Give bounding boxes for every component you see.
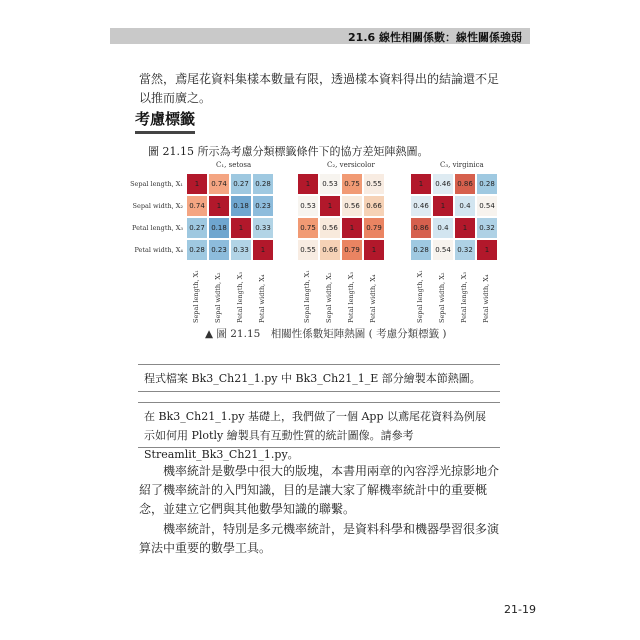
page-number: 21-19 <box>504 603 536 616</box>
heatmap-title: C₂, versicolor <box>327 161 375 169</box>
heatmap-title: C₃, virginica <box>440 161 484 169</box>
heatmap-cell: 1 <box>410 173 432 195</box>
heatmap-cell: 0.46 <box>410 195 432 217</box>
heatmap-cell: 1 <box>432 195 454 217</box>
heatmap-cell: 0.53 <box>319 173 341 195</box>
heatmap-title: C₁, setosa <box>216 161 252 169</box>
heatmap-cell: 0.33 <box>252 217 274 239</box>
column-label: Petal width, X₄ <box>369 274 377 323</box>
column-label: Petal width, X₄ <box>482 274 490 323</box>
heatmap-cell: 0.66 <box>319 239 341 261</box>
heatmap-cell: 0.46 <box>432 173 454 195</box>
heatmap-cell: 0.66 <box>363 195 385 217</box>
heatmap-cell: 0.28 <box>252 173 274 195</box>
heatmap-cell: 0.23 <box>252 195 274 217</box>
heatmap-cell: 0.53 <box>297 195 319 217</box>
column-label: Sepal width, X₂ <box>438 272 446 323</box>
column-label: Sepal length, X₁ <box>416 270 424 323</box>
heatmap-cell: 0.33 <box>230 239 252 261</box>
heatmap-cell: 0.28 <box>410 239 432 261</box>
column-label: Petal length, X₃ <box>460 272 468 323</box>
column-label: Sepal width, X₂ <box>214 272 222 323</box>
heatmap-cell: 0.27 <box>186 217 208 239</box>
paragraph-summary: 機率統計是數學中很大的版塊，本書用兩章的內容浮光掠影地介紹了機率統計的入門知識，目的是讓大家了解機率統計中的重要概念，並建立它們與其他數學知識的聯繫。 <box>139 464 500 516</box>
heatmap-cell: 0.74 <box>208 173 230 195</box>
column-label: Sepal width, X₂ <box>325 272 333 323</box>
column-label: Petal width, X₄ <box>258 274 266 323</box>
heatmap-cell: 1 <box>230 217 252 239</box>
running-header: 21.6 線性相關係數：線性關係強弱 <box>348 31 522 44</box>
heatmap-cell: 0.86 <box>454 173 476 195</box>
heatmap-cell: 0.56 <box>341 195 363 217</box>
app-note-box: 在 Bk3_Ch21_1.py 基礎上，我們做了一個 App 以鳶尾花資料為例展示如何用 Plotly 繪製具有互動性質的統計圖像。請參考 Streamlit_Bk3_Ch21_1.py。 <box>138 402 500 448</box>
row-label: Petal length, X₃ <box>132 224 183 232</box>
heatmap-cell: 0.54 <box>432 239 454 261</box>
code-note-box: 程式檔案 Bk3_Ch21_1.py 中 Bk3_Ch21_1_E 部分繪製本節熱圖。 <box>138 364 500 392</box>
heatmap-cell: 1 <box>363 239 385 261</box>
heatmap-cell: 0.18 <box>230 195 252 217</box>
heatmap-cell: 0.28 <box>186 239 208 261</box>
row-label: Sepal width, X₂ <box>132 202 183 210</box>
heatmap-cell: 1 <box>297 173 319 195</box>
heatmap-cell: 0.79 <box>341 239 363 261</box>
paragraph-closing: 機率統計，特別是多元機率統計，是資料科學和機器學習很多演算法中重要的數學工具。 <box>139 522 500 555</box>
heatmap-cell: 1 <box>252 239 274 261</box>
heatmap-cell: 0.4 <box>432 217 454 239</box>
heatmap-cell: 0.75 <box>341 173 363 195</box>
figure-caption: ▲ 圖 21.15 相關性係數矩陣熱圖 ( 考慮分類標籤 ) <box>205 328 447 340</box>
column-label: Petal length, X₃ <box>347 272 355 323</box>
heatmap-cell: 0.32 <box>476 217 498 239</box>
heatmap-cell: 0.74 <box>186 195 208 217</box>
heatmap-cell: 0.75 <box>297 217 319 239</box>
section-title: 考慮標籤 <box>135 108 195 134</box>
heatmap-cell: 1 <box>208 195 230 217</box>
figure-intro: 圖 21.15 所示為考慮分類標籤條件下的協方差矩陣熱圖。 <box>148 145 429 158</box>
heatmap-cell: 0.28 <box>476 173 498 195</box>
heatmap-cell: 0.79 <box>363 217 385 239</box>
heatmap-cell: 0.23 <box>208 239 230 261</box>
heatmap-cell: 0.32 <box>454 239 476 261</box>
heatmap-cell: 1 <box>341 217 363 239</box>
heatmap-cell: 0.55 <box>297 239 319 261</box>
column-label: Sepal length, X₁ <box>192 270 200 323</box>
row-label: Petal width, X₄ <box>134 246 183 254</box>
heatmap-cell: 0.4 <box>454 195 476 217</box>
paragraph-intro: 當然，鳶尾花資料集樣本數量有限，透過樣本資料得出的結論還不足以推而廣之。 <box>139 72 500 105</box>
heatmap-cell: 0.86 <box>410 217 432 239</box>
heatmap-cell: 1 <box>476 239 498 261</box>
row-label: Sepal length, X₁ <box>130 180 183 188</box>
heatmap-cell: 0.18 <box>208 217 230 239</box>
heatmap-cell: 1 <box>319 195 341 217</box>
column-label: Sepal length, X₁ <box>303 270 311 323</box>
heatmap-cell: 0.55 <box>363 173 385 195</box>
heatmap-cell: 0.56 <box>319 217 341 239</box>
heatmap-cell: 0.27 <box>230 173 252 195</box>
column-label: Petal length, X₃ <box>236 272 244 323</box>
heatmap-cell: 0.54 <box>476 195 498 217</box>
heatmap-cell: 1 <box>454 217 476 239</box>
heatmap-cell: 1 <box>186 173 208 195</box>
